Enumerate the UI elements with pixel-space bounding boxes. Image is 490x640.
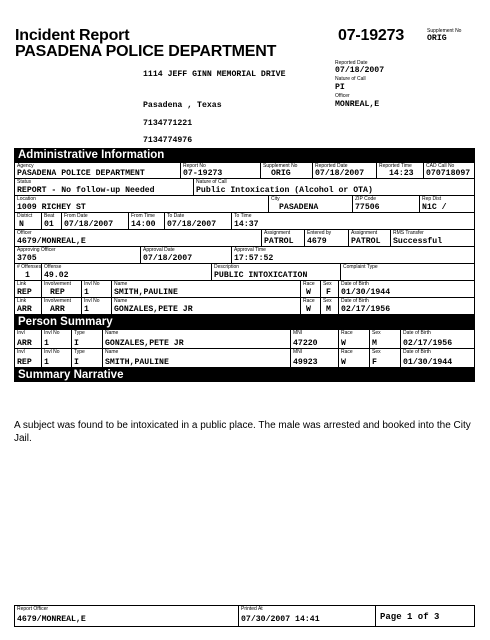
- officer-cell-value: 4679/MONREAL,E: [17, 237, 86, 246]
- involvement-value: ARR: [50, 305, 65, 314]
- person-summary-header: Person Summary: [14, 315, 475, 329]
- status-row: [14, 179, 475, 196]
- reported-date-label: Reported Date: [335, 60, 368, 66]
- report-officer-label: Report Officer: [17, 606, 49, 612]
- complaint-type-label: Complaint Type: [343, 264, 378, 270]
- involvement-label: Involvement: [44, 298, 71, 304]
- rep-dist-value: N1C /: [422, 203, 447, 212]
- nature-of-call-label: Nature of Call: [335, 76, 366, 82]
- link-row: [14, 281, 475, 298]
- approval-row: [14, 247, 475, 264]
- mni-value: 49923: [293, 358, 318, 367]
- officer-value: MONREAL,E: [335, 100, 380, 109]
- administrative-information-header: Administrative Information: [14, 148, 475, 162]
- invl-label: Invl: [17, 330, 25, 336]
- offenses-count-label: # Offenses: [17, 264, 42, 270]
- supplement-label: Supplement No: [427, 28, 462, 34]
- report-title: Incident Report: [15, 27, 130, 44]
- race-value: W: [341, 339, 346, 348]
- name-label: Name: [105, 330, 119, 336]
- supplement-no-value: ORIG: [271, 169, 291, 178]
- name-value: SMITH,PAULINE: [114, 288, 178, 297]
- assignment-label: Assignment: [264, 230, 291, 236]
- address-phone-2: 7134774976: [143, 136, 193, 145]
- race-label: Race: [303, 298, 315, 304]
- invl-no-label: Invl No: [44, 349, 60, 355]
- mni-label: MNI: [293, 330, 303, 336]
- case-number: 07-19273: [338, 27, 405, 44]
- type-value: I: [74, 358, 79, 367]
- beat-value: 01: [44, 220, 54, 229]
- dob-value: 01/30/1944: [403, 358, 453, 367]
- type-value: I: [74, 339, 79, 348]
- sex-value: M: [372, 339, 377, 348]
- description-value: PUBLIC INTOXICATION: [214, 271, 308, 280]
- reported-time-label: Reported Time: [379, 163, 412, 169]
- invl-no-value: 1: [44, 339, 49, 348]
- invl-no-value: 1: [44, 358, 49, 367]
- description-label: Description: [214, 264, 240, 270]
- printed-at-value: 07/30/2007 14:41: [241, 615, 320, 624]
- cad-call-no-label: CAD Call No: [426, 163, 455, 169]
- race-value: W: [306, 288, 311, 297]
- reported-time-value: 14:23: [389, 169, 414, 178]
- printed-at-label: Printed At: [241, 606, 263, 612]
- location-row: [14, 196, 475, 213]
- report-no-label: Report No: [183, 163, 206, 169]
- from-date-label: From Date: [64, 213, 88, 219]
- dob-value: 02/17/1956: [341, 305, 391, 314]
- reported-date-value: 07/18/2007: [335, 66, 385, 75]
- beat-label: Beat: [44, 213, 55, 219]
- rms-transfer-value: Successful: [393, 237, 443, 246]
- summary-narrative-header: Summary Narrative: [14, 368, 475, 382]
- type-label: Type: [74, 349, 85, 355]
- supplement-no-label: Supplement No: [263, 163, 298, 169]
- supplement-value: ORIG: [427, 34, 447, 43]
- assignment-value: PATROL: [264, 237, 294, 246]
- zip-code-value: 77506: [355, 203, 380, 212]
- rep-dist-label: Rep Dist: [422, 196, 442, 202]
- invl-no-value: 1: [84, 288, 89, 297]
- offense-row: [14, 264, 475, 281]
- link-row: [14, 298, 475, 315]
- to-time-value: 14:37: [234, 220, 259, 229]
- narrative-text: A subject was found to be intoxicated in a public place. The male was arrested and booked into the City Jail.: [14, 420, 471, 444]
- to-date-value: 07/18/2007: [167, 220, 217, 229]
- link-value: REP: [17, 288, 32, 297]
- name-label: Name: [105, 349, 119, 355]
- agency-label: Agency: [17, 163, 34, 169]
- sex-value: F: [326, 288, 331, 297]
- address-city: Pasadena , Texas: [143, 101, 222, 110]
- from-date-value: 07/18/2007: [64, 220, 114, 229]
- district-value: N: [19, 220, 24, 229]
- district-row: [14, 213, 475, 230]
- involvement-value: REP: [50, 288, 65, 297]
- approval-date-value: 07/18/2007: [143, 254, 193, 263]
- sex-label: Sex: [323, 281, 332, 287]
- offenses-count-value: 1: [25, 271, 30, 280]
- reported-date-cell-label: Reported Date: [315, 163, 348, 169]
- dob-label: Date of Birth: [341, 298, 369, 304]
- dob-label: Date of Birth: [403, 330, 431, 336]
- to-date-label: To Date: [167, 213, 185, 219]
- address-phone-1: 7134771221: [143, 119, 193, 128]
- officer-label: Officer: [335, 93, 350, 99]
- sex-label: Sex: [372, 330, 381, 336]
- approval-time-value: 17:57:52: [234, 254, 274, 263]
- person-row: [14, 329, 475, 349]
- link-value: ARR: [17, 305, 32, 314]
- city-label: City: [271, 196, 280, 202]
- invl-no-value: 1: [84, 305, 89, 314]
- to-time-label: To Time: [234, 213, 252, 219]
- nature-label: Nature of Call: [196, 179, 227, 185]
- dob-label: Date of Birth: [403, 349, 431, 355]
- city-value: PASADENA: [279, 203, 319, 212]
- race-label: Race: [303, 281, 315, 287]
- race-value: W: [306, 305, 311, 314]
- link-label: Link: [17, 281, 27, 287]
- reported-date-cell-value: 07/18/2007: [315, 169, 365, 178]
- assignment-2-label: Assignment: [351, 230, 378, 236]
- invl-no-label: Invl No: [84, 298, 100, 304]
- assignment-2-value: PATROL: [351, 237, 381, 246]
- rms-transfer-label: RMS Transfer: [393, 230, 424, 236]
- link-label: Link: [17, 298, 27, 304]
- race-label: Race: [341, 330, 353, 336]
- approving-officer-label: Approving Officer: [17, 247, 56, 253]
- dob-value: 02/17/1956: [403, 339, 453, 348]
- cad-call-no-value: 070718097: [426, 169, 471, 178]
- sex-value: M: [326, 305, 331, 314]
- footer-row: [14, 605, 475, 627]
- mni-value: 47220: [293, 339, 318, 348]
- entered-by-label: Entered by: [307, 230, 332, 236]
- dob-label: Date of Birth: [341, 281, 369, 287]
- nature-of-call-value: PI: [335, 83, 345, 92]
- district-label: District: [17, 213, 33, 219]
- officer-cell-label: Officer: [17, 230, 32, 236]
- zip-code-label: ZIP Code: [355, 196, 377, 202]
- from-time-label: From Time: [131, 213, 155, 219]
- agency-value: PASADENA POLICE DEPARTMENT: [17, 169, 145, 178]
- department-title: PASADENA POLICE DEPARTMENT: [15, 43, 277, 60]
- nature-value: Public Intoxication (Alcohol or OTA): [196, 186, 373, 195]
- location-label: Location: [17, 196, 36, 202]
- location-value: 1009 RICHEY ST: [17, 203, 86, 212]
- report-officer-value: 4679/MONREAL,E: [17, 615, 86, 624]
- agency-row: [14, 162, 475, 179]
- involvement-label: Involvement: [44, 281, 71, 287]
- offense-value: 49.02: [44, 271, 69, 280]
- report-no-value: 07-19273: [183, 169, 223, 178]
- invl-value: ARR: [17, 339, 32, 348]
- address-street: 1114 JEFF GINN MEMORIAL DRIVE: [143, 70, 286, 79]
- race-value: W: [341, 358, 346, 367]
- approval-date-label: Approval Date: [143, 247, 175, 253]
- mni-label: MNI: [293, 349, 303, 355]
- name-value: SMITH,PAULINE: [105, 358, 169, 367]
- from-time-value: 14:00: [131, 220, 156, 229]
- entered-by-value: 4679: [307, 237, 327, 246]
- sex-label: Sex: [323, 298, 332, 304]
- status-label: Status: [17, 179, 32, 185]
- invl-no-label: Invl No: [84, 281, 100, 287]
- status-value: REPORT - No follow-up Needed: [17, 186, 155, 195]
- approval-time-label: Approval Time: [234, 247, 266, 253]
- race-label: Race: [341, 349, 353, 355]
- sex-label: Sex: [372, 349, 381, 355]
- invl-value: REP: [17, 358, 32, 367]
- name-value: GONZALES,PETE JR: [114, 305, 193, 314]
- page-number: Page 1 of 3: [380, 612, 440, 622]
- type-label: Type: [74, 330, 85, 336]
- name-label: Name: [114, 281, 128, 287]
- approving-officer-value: 3705: [17, 254, 37, 263]
- dob-value: 01/30/1944: [341, 288, 391, 297]
- person-row: [14, 349, 475, 368]
- invl-label: Invl: [17, 349, 25, 355]
- name-value: GONZALES,PETE JR: [105, 339, 184, 348]
- name-label: Name: [114, 298, 128, 304]
- offense-label: Offense: [44, 264, 62, 270]
- officer-row: [14, 230, 475, 247]
- sex-value: F: [372, 358, 377, 367]
- invl-no-label: Invl No: [44, 330, 60, 336]
